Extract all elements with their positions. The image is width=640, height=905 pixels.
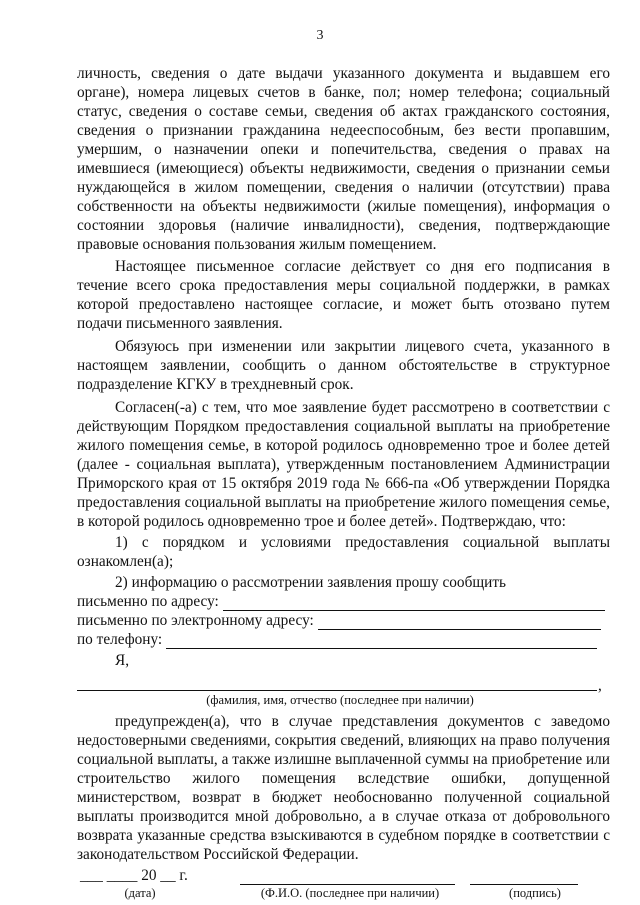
para5-line: социальной выплаты, а также излишне выплаченной суммы на приобретение или — [77, 751, 610, 768]
phone-row — [77, 630, 597, 649]
phone-blank[interactable] — [166, 634, 597, 649]
para2-line: подачи письменного заявления. — [77, 315, 283, 332]
para1-line: имевшиеся (имеющиеся) объекты недвижимости, сведения о признании семьи — [77, 160, 610, 177]
email-row — [77, 611, 601, 630]
signature-line[interactable] — [470, 883, 578, 885]
para3-line: настоящем заявлении, сообщить о данном обстоятельстве в структурное — [77, 357, 610, 374]
address-row — [77, 592, 605, 611]
fio-caption: (Ф.И.О. (последнее при наличии) — [260, 886, 440, 900]
comma: , — [598, 677, 602, 694]
para4-line: предоставления социальной выплаты на приобретение жилого помещения семье, — [77, 494, 610, 511]
para4-line: Согласен(-а) с тем, что мое заявление будет рассмотрено в соответствии с — [115, 399, 610, 416]
para1-line: состоянии здоровья (наличие инвалидности), сведения, подтверждающие — [77, 217, 610, 234]
item1-line: 1) с порядком и условиями предоставления социальной выплаты — [115, 534, 610, 551]
email-label: письменно по электронному адресу: — [77, 612, 314, 629]
para4-line: в которой родилось одновременно трое и более детей». Подтверждаю, что: — [77, 513, 566, 530]
fullname-caption: (фамилия, имя, отчество (последнее при наличии) — [206, 693, 474, 707]
email-blank[interactable] — [318, 615, 601, 630]
date-line[interactable]: ___ ____ 20 __ г. — [80, 867, 188, 884]
page-number: 3 — [316, 28, 324, 43]
signature-caption: (подпись) — [509, 886, 561, 900]
para5-line: возврата указанные средства взыскиваются в судебном порядке в соответствии с — [77, 827, 610, 844]
para1-line: личность, сведения о дате выдачи указанного документа и выдавшем его — [77, 65, 610, 82]
para1-line: собственности на объекты недвижимости (жилые помещения), информация о — [77, 198, 610, 215]
para4-line: действующим Порядком предоставления социальной выплаты на приобретение — [77, 418, 610, 435]
item1-line: ознакомлен(а); — [77, 553, 174, 570]
para5-line: строительство жилого помещения вследствие ошибки, допущенной — [77, 770, 610, 787]
phone-label: по телефону: — [77, 631, 163, 648]
para5-line: выплаты производится мной добровольно, а в случае отказа от добровольного — [77, 808, 610, 825]
para1-line: правовые основания пользования жилым помещением. — [77, 236, 437, 253]
para1-line: органе), номера лицевых счетов в банке, пол; номер телефона; социальный — [77, 84, 610, 101]
date-caption: (дата) — [124, 886, 156, 900]
para1-line: нуждающейся в жилом помещении, сведения о наличии (отсутствии) права — [77, 179, 610, 196]
para4-line: (далее - социальная выплата), утвержденным постановлением Администрации — [77, 456, 610, 473]
para5-line: предупрежден(а), что в случае представления документов с заведомо — [115, 713, 610, 730]
para3-line: подразделение КГКУ в трехдневный срок. — [77, 376, 354, 393]
para1-line: статус, сведения о составе семьи, сведения об актах гражданского состояния, — [77, 103, 610, 120]
address-label: письменно по адресу: — [77, 593, 219, 610]
para1-line: сведения о признании гражданина недееспособным, без вести пропавшим, — [77, 122, 610, 139]
para5-line: законодательством Российской Федерации. — [77, 846, 359, 863]
para5-line: недостоверными сведениями, сокрытия сведений, влияющих на право получения — [77, 732, 610, 749]
para4-line: Приморского края от 15 октября 2019 года № 666-па «Об утверждении Порядка — [77, 475, 610, 492]
fio-signature-line[interactable] — [240, 883, 455, 885]
para4-line: жилого помещения семье, в которой родилось одновременно трое и более детей — [77, 437, 610, 454]
ya-label: Я, — [115, 652, 130, 669]
para3-line: Обязуюсь при изменении или закрытии лицевого счета, указанного в — [115, 338, 610, 355]
para5-line: министерством, возврат в бюджет необоснованно полученной социальной — [77, 789, 610, 806]
para2-line: которой предоставлено настоящее согласие, и может быть отозвано путем — [77, 296, 610, 313]
fullname-blank[interactable] — [77, 689, 597, 691]
para2-line: течение всего срока предоставления меры социальной поддержки, в рамках — [77, 277, 610, 294]
address-blank[interactable] — [223, 596, 605, 611]
item2-line: 2) информацию о рассмотрении заявления прошу сообщить — [115, 574, 506, 591]
para1-line: умершим, о назначении опеки и попечительства, сведения о правах на — [77, 141, 610, 158]
para2-line: Настоящее письменное согласие действует со дня его подписания в — [115, 258, 610, 275]
